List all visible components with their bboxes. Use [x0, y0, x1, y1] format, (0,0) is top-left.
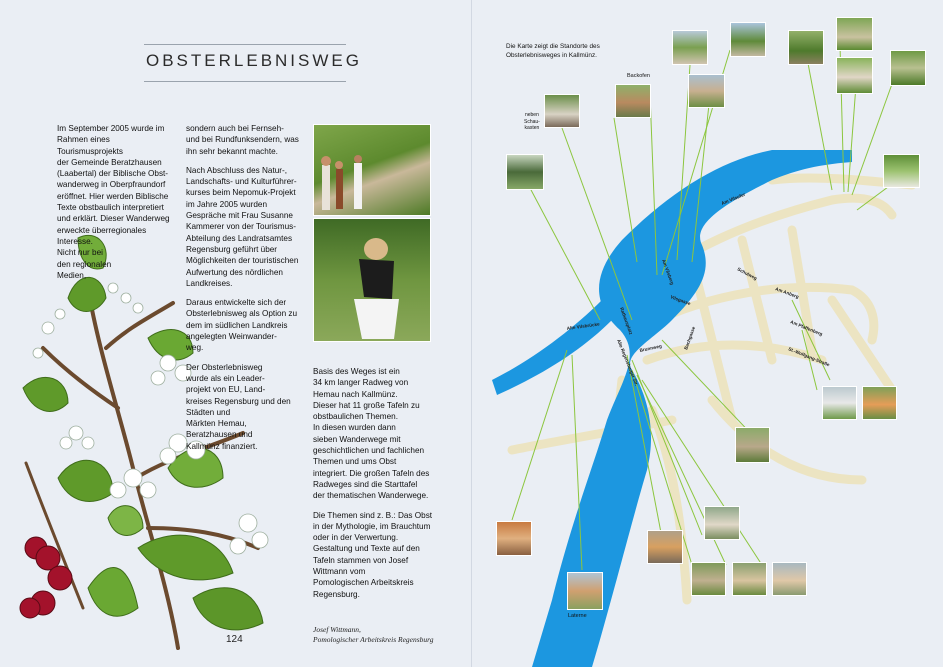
text-column-2	[186, 123, 304, 460]
map-caption: Die Karte zeigt die Standorte des Obsterlebnisweges in Kallmünz.	[506, 43, 600, 59]
photo-location	[496, 521, 532, 556]
text-column-1	[57, 123, 175, 289]
street-label: Vilsgasse	[669, 294, 692, 307]
photo-location	[883, 154, 920, 188]
street-label: Alte Vilsbrücke	[566, 321, 600, 331]
paragraph: Der Obsterlebnisweg wurde als ein Leader- projekt von EU, Land- kreises Regensburg und den Städten und Märkten Hemau, Beratzhausen und Kallmünz finanziert.	[186, 362, 291, 451]
street-label: Alte Regensburger Str.	[616, 338, 640, 387]
photo-location	[735, 427, 770, 463]
street-label: Rathausplatz	[619, 306, 634, 336]
left-page	[0, 0, 471, 667]
woman-silhouette	[314, 219, 431, 342]
photo-location	[836, 57, 873, 94]
photo-backofen	[615, 84, 651, 118]
right-page	[472, 0, 943, 667]
paragraph: Nach Abschluss des Natur-, Landschafts- und Kulturführer- kurses beim Nepomuk-Projekt im Jahre 2005 wurden Gespräche mit Frau Susanne Kammerer von der Tourismus- Abteilung des Landratsamtes Regensburg geführt über Möglichkeiten der touristischen Aufwertung des nördlichen Landkreises.	[186, 165, 299, 288]
page-title: OBSTERLEBNISWEG	[146, 51, 362, 70]
photo-location	[862, 386, 897, 420]
photo-location	[730, 22, 766, 57]
label-laterne: Laterne	[568, 613, 587, 619]
street-label: Am Vilsberg	[661, 258, 675, 286]
title-bottom-rule	[144, 81, 346, 82]
photo-laterne	[567, 572, 603, 610]
photo-location	[691, 562, 726, 596]
paragraph: Basis des Weges ist ein 34 km langer Radweg von Hemau nach Kallmünz. Dieser hat 11 große Tafeln zu obstbaulichen Themen. In diesen wurden dann sieben Wanderwege mit geschichtlichen und fachlichen Themen und ums Obst integriert. Die großen Tafeln des Radweges sind die Starttafel der thematischen Wanderwege.	[313, 367, 430, 501]
photo-location	[688, 74, 725, 108]
label-backofen: Backofen	[627, 73, 650, 79]
street-label: Am Anberg	[774, 286, 800, 300]
title-top-rule	[144, 44, 346, 45]
photo-location	[704, 506, 740, 540]
photo-location	[890, 50, 926, 86]
text-column-3	[313, 366, 433, 608]
people-silhouettes	[314, 125, 431, 216]
street-label: Bachgasse	[683, 325, 697, 351]
photo-location	[822, 386, 857, 420]
photo-location	[647, 530, 683, 564]
photo-location	[506, 154, 544, 190]
photo-location	[836, 17, 873, 51]
street-label: Am Vilsufer	[720, 191, 746, 206]
label-schaukasten: neben Schau- kasten	[524, 112, 540, 131]
photo-walkers-on-path	[313, 124, 431, 216]
paragraph: Daraus entwickelte sich der Obsterlebnisweg als Option zu dem im südlichen Landkreis angelegten Weinwander- weg.	[186, 298, 298, 353]
paragraph: Die Themen sind z. B.: Das Obst in der Mythologie, im Brauchtum oder in der Verwertung. Gestaltung und Texte auf den Tafeln stammen von Josef Wittmann vom Pomologischen Arbeitskreis Regensburg.	[313, 510, 433, 599]
page-number: 124	[226, 634, 243, 645]
photo-location	[788, 30, 824, 65]
photo-woman-bending	[313, 218, 431, 342]
photo-schaukasten	[544, 94, 580, 128]
photo-location	[772, 562, 807, 596]
author-signature: Josef Wittmann, Pomologischer Arbeitskreis Regensburg	[313, 625, 434, 644]
street-label: Brunnweg	[639, 343, 663, 353]
photo-location	[672, 30, 708, 65]
street-label: St.-Wolfgang-Straße	[787, 346, 831, 368]
street-label: Am Pfaffenberg	[789, 319, 824, 337]
street-label: Schulweg	[736, 266, 758, 281]
paragraph: sondern auch bei Fernseh- und bei Rundfunksendern, was ihn sehr bekannt machte.	[186, 124, 299, 156]
photo-location	[732, 562, 767, 596]
paragraph: Im September 2005 wurde im Rahmen eines Tourismusprojekts der Gemeinde Beratzhausen (Laabertal) der Biblische Obst- wanderweg in Oberpfraundorf eröffnet. Hier werden Biblische Texte obstbaulich interpretiert und erklärt. Dieser Wanderweg erweckte überregionales Interesse. Nicht nur bei den regionalen Medien,	[57, 124, 170, 280]
